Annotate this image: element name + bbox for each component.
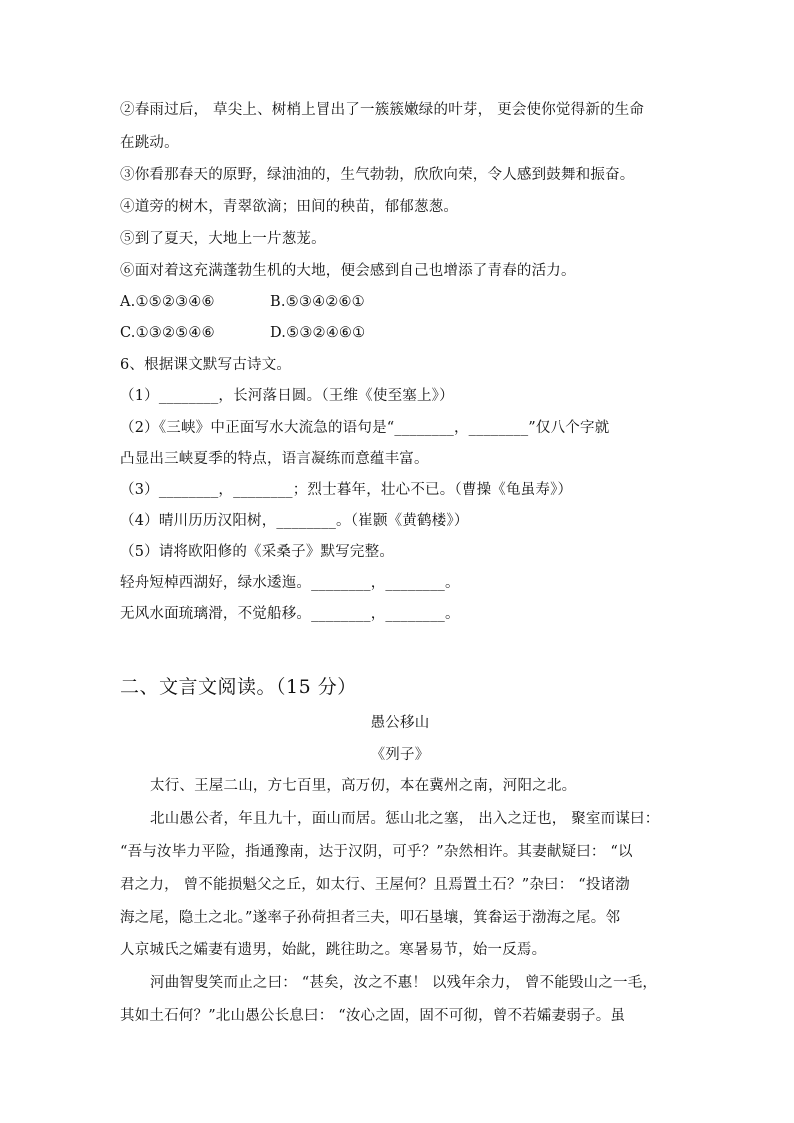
- question-6-title: 6、根据课文默写古诗文。: [120, 357, 292, 373]
- option-c: C.①③②⑤④⑥: [120, 325, 215, 341]
- question-6-sub-2-line-1: （2）《三峡》中正面写水大流急的语句是“________，________”仅八个字就: [120, 420, 610, 436]
- option-b: B.⑤③④②⑥①: [270, 294, 365, 310]
- item-3: ③你看那春天的原野，绿油油的，生气勃勃，欣欣向荣，令人感到鼓舞和振奋。: [120, 167, 635, 183]
- paragraph-3-line-2: 其如土石何？”北山愚公长息曰： “汝心之固，固不可彻，曾不若孀妻弱子。虽: [120, 1008, 626, 1024]
- option-d: D.⑤③②④⑥①: [270, 325, 366, 341]
- options-row-1: [120, 292, 680, 312]
- passage-author: 《列子》: [370, 747, 430, 763]
- option-a: A.①⑤②③④⑥: [120, 294, 215, 310]
- question-6-sub-5-line-2: 无风水面琉璃滑，不觉船移。________，________。: [120, 606, 460, 622]
- paragraph-2-line-2: “吾与汝毕力平险，指通豫南，达于汉阴，可乎？”杂然相许。其妻献疑曰： “以: [120, 844, 633, 860]
- passage-title: 愚公移山: [370, 715, 430, 731]
- paragraph-2-line-1: 北山愚公者，年且九十，面山而居。惩山北之塞， 出入之迂也， 聚室而谋曰：: [150, 811, 660, 827]
- question-6-sub-5-line-1: 轻舟短棹西湖好，绿水逶迤。________，________。: [120, 575, 460, 591]
- options-row-2: [120, 323, 680, 343]
- item-6: ⑥面对着这充满蓬勃生机的大地，便会感到自己也增添了青春的活力。: [120, 263, 576, 279]
- question-6-sub-5: （5）请将欧阳修的《采桑子》默写完整。: [120, 544, 395, 560]
- paragraph-2-line-5: 人京城氏之孀妻有遗男，始龀，跳往助之。寒暑易节，始一反焉。: [120, 942, 547, 958]
- paragraph-3-line-1: 河曲智叟笑而止之曰： “甚矣，汝之不惠！ 以残年余力， 曾不能毁山之一毛，: [150, 975, 658, 991]
- question-6-sub-4: （4）晴川历历汉阳树，________。（崔颢《黄鹤楼》）: [120, 513, 469, 529]
- item-2-line-1: ②春雨过后， 草尖上、树梢上冒出了一簇簇嫩绿的叶芽， 更会使你觉得新的生命: [120, 102, 645, 118]
- paragraph-1: 太行、王屋二山，方七百里，高万仞，本在冀州之南，河阳之北。: [150, 778, 577, 794]
- item-5: ⑤到了夏天，大地上一片葱茏。: [120, 231, 326, 247]
- item-4: ④道旁的树木，青翠欲滴；田间的秧苗，郁郁葱葱。: [120, 199, 459, 215]
- question-6-sub-2-line-2: 凸显出三峡夏季的特点，语言凝练而意蕴丰富。: [120, 451, 429, 467]
- question-6-sub-3: （3）________，________；烈士暮年，壮心不已。（曹操《龟虽寿》）: [120, 482, 573, 498]
- paragraph-2-line-4: 海之尾，隐土之北。”遂率子孙荷担者三夫，叩石垦壤，箕畚运于渤海之尾。邻: [120, 910, 621, 926]
- item-2-line-2: 在跳动。: [120, 135, 179, 151]
- section-2-heading: 二、文言文阅读。（15 分）: [120, 676, 357, 698]
- question-6-sub-1: （1）________，长河落日圆。（王维《使至塞上》）: [120, 388, 454, 404]
- paragraph-2-line-3: 君之力， 曾不能损魁父之丘，如太行、王屋何？且焉置土石？”杂曰： “投诸渤: [120, 877, 630, 893]
